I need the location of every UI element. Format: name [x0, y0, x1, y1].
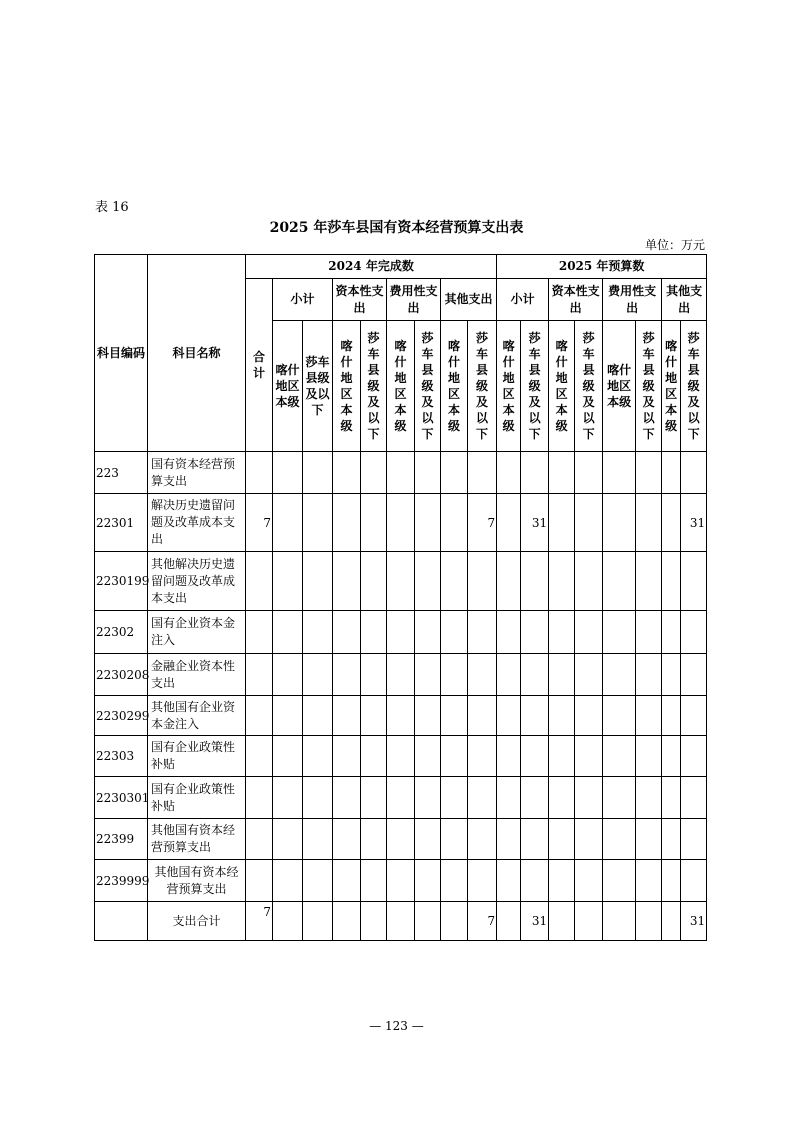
- header-kashgar: 喀什地区本级: [273, 321, 303, 452]
- header-kashgar: 喀什地区本级: [387, 321, 415, 452]
- table-row: [95, 819, 707, 860]
- table-row: [95, 777, 707, 819]
- row-code: 22301: [95, 494, 148, 552]
- header-2025-other: 其他支出: [662, 279, 707, 321]
- page-number: — 123 —: [369, 1019, 424, 1033]
- budget-table: [94, 254, 707, 941]
- header-kashgar: 喀什地区本级: [441, 321, 468, 452]
- row-2024-other-shache: 7: [468, 494, 497, 552]
- header-2024-expense: 费用性支出: [387, 279, 441, 321]
- total-row-2024-other-shache: 7: [468, 902, 497, 941]
- row-code: 223: [95, 452, 148, 494]
- header-2025-capital: 资本性支出: [549, 279, 603, 321]
- header-code: 科目编码: [95, 255, 148, 452]
- row-2025-subtotal-shache: 31: [521, 494, 549, 552]
- row-name: 国有企业政策性补贴: [148, 777, 246, 819]
- row-total: 7: [246, 494, 273, 552]
- header-kashgar: 喀什地区本级: [333, 321, 361, 452]
- header-total: 合计: [246, 279, 273, 452]
- row-name: 其他国有企业资本金注入: [148, 696, 246, 736]
- unit-label: 单位：万元: [644, 238, 705, 252]
- page-title: 2025 年莎车县国有资本经营预算支出表: [269, 220, 524, 236]
- row-name: 其他国有资本经营预算支出: [148, 819, 246, 860]
- table-label: 表 16: [95, 200, 129, 215]
- table-row: [95, 736, 707, 777]
- table-row: [95, 611, 707, 654]
- row-name: 国有企业资本金注入: [148, 611, 246, 654]
- header-shache: 莎车县级及以下: [681, 321, 707, 452]
- header-2025-expense: 费用性支出: [603, 279, 662, 321]
- table-row: [95, 452, 707, 494]
- row-2025-other-shache: 31: [681, 494, 707, 552]
- total-row: [95, 902, 707, 941]
- row-name: 解决历史遗留问题及改革成本支出: [148, 494, 246, 552]
- header-shache: 莎车县级及以下: [361, 321, 387, 452]
- row-name: 国有企业政策性补贴: [148, 736, 246, 777]
- table-row: [95, 696, 707, 736]
- header-kashgar: 喀什地区本级: [662, 321, 681, 452]
- row-name: 国有资本经营预算支出: [148, 452, 246, 494]
- row-code: 2230301: [95, 777, 148, 819]
- header-shache: 莎车县级及以下: [521, 321, 549, 452]
- total-row-name: 支出合计: [148, 902, 246, 941]
- header-kashgar: 喀什地区本级: [603, 321, 636, 452]
- row-code: 2230208: [95, 654, 148, 696]
- table-row: [95, 654, 707, 696]
- header-shache: 莎车县级及以下: [303, 321, 333, 452]
- table-row: [95, 494, 707, 552]
- row-name: 其他国有资本经营预算支出: [148, 860, 246, 902]
- header-kashgar: 喀什地区本级: [497, 321, 521, 452]
- header-2024-subtotal: 小计: [273, 279, 333, 321]
- row-code: 2239999: [95, 860, 148, 902]
- row-name: 金融企业资本性支出: [148, 654, 246, 696]
- row-code: 22399: [95, 819, 148, 860]
- table-row: [95, 860, 707, 902]
- total-row-total: 7: [246, 902, 273, 941]
- row-code: 22303: [95, 736, 148, 777]
- header-2025-subtotal: 小计: [497, 279, 549, 321]
- header-shache: 莎车县级及以下: [468, 321, 497, 452]
- row-code: 22302: [95, 611, 148, 654]
- total-row-2025-other-shache: 31: [681, 902, 707, 941]
- table-row: [95, 552, 707, 611]
- header-name: 科目名称: [148, 255, 246, 452]
- header-shache: 莎车县级及以下: [636, 321, 662, 452]
- header-2025: 2025 年预算数: [497, 255, 707, 279]
- row-name: 其他解决历史遗留问题及改革成本支出: [148, 552, 246, 611]
- total-row-2025-subtotal-shache: 31: [521, 902, 549, 941]
- header-2024-capital: 资本性支出: [333, 279, 387, 321]
- row-code: 2230299: [95, 696, 148, 736]
- header-2024-other: 其他支出: [441, 279, 497, 321]
- header-kashgar: 喀什地区本级: [549, 321, 575, 452]
- header-shache: 莎车县级及以下: [575, 321, 603, 452]
- header-shache: 莎车县级及以下: [415, 321, 441, 452]
- header-2024: 2024 年完成数: [246, 255, 497, 279]
- row-code: 2230199: [95, 552, 148, 611]
